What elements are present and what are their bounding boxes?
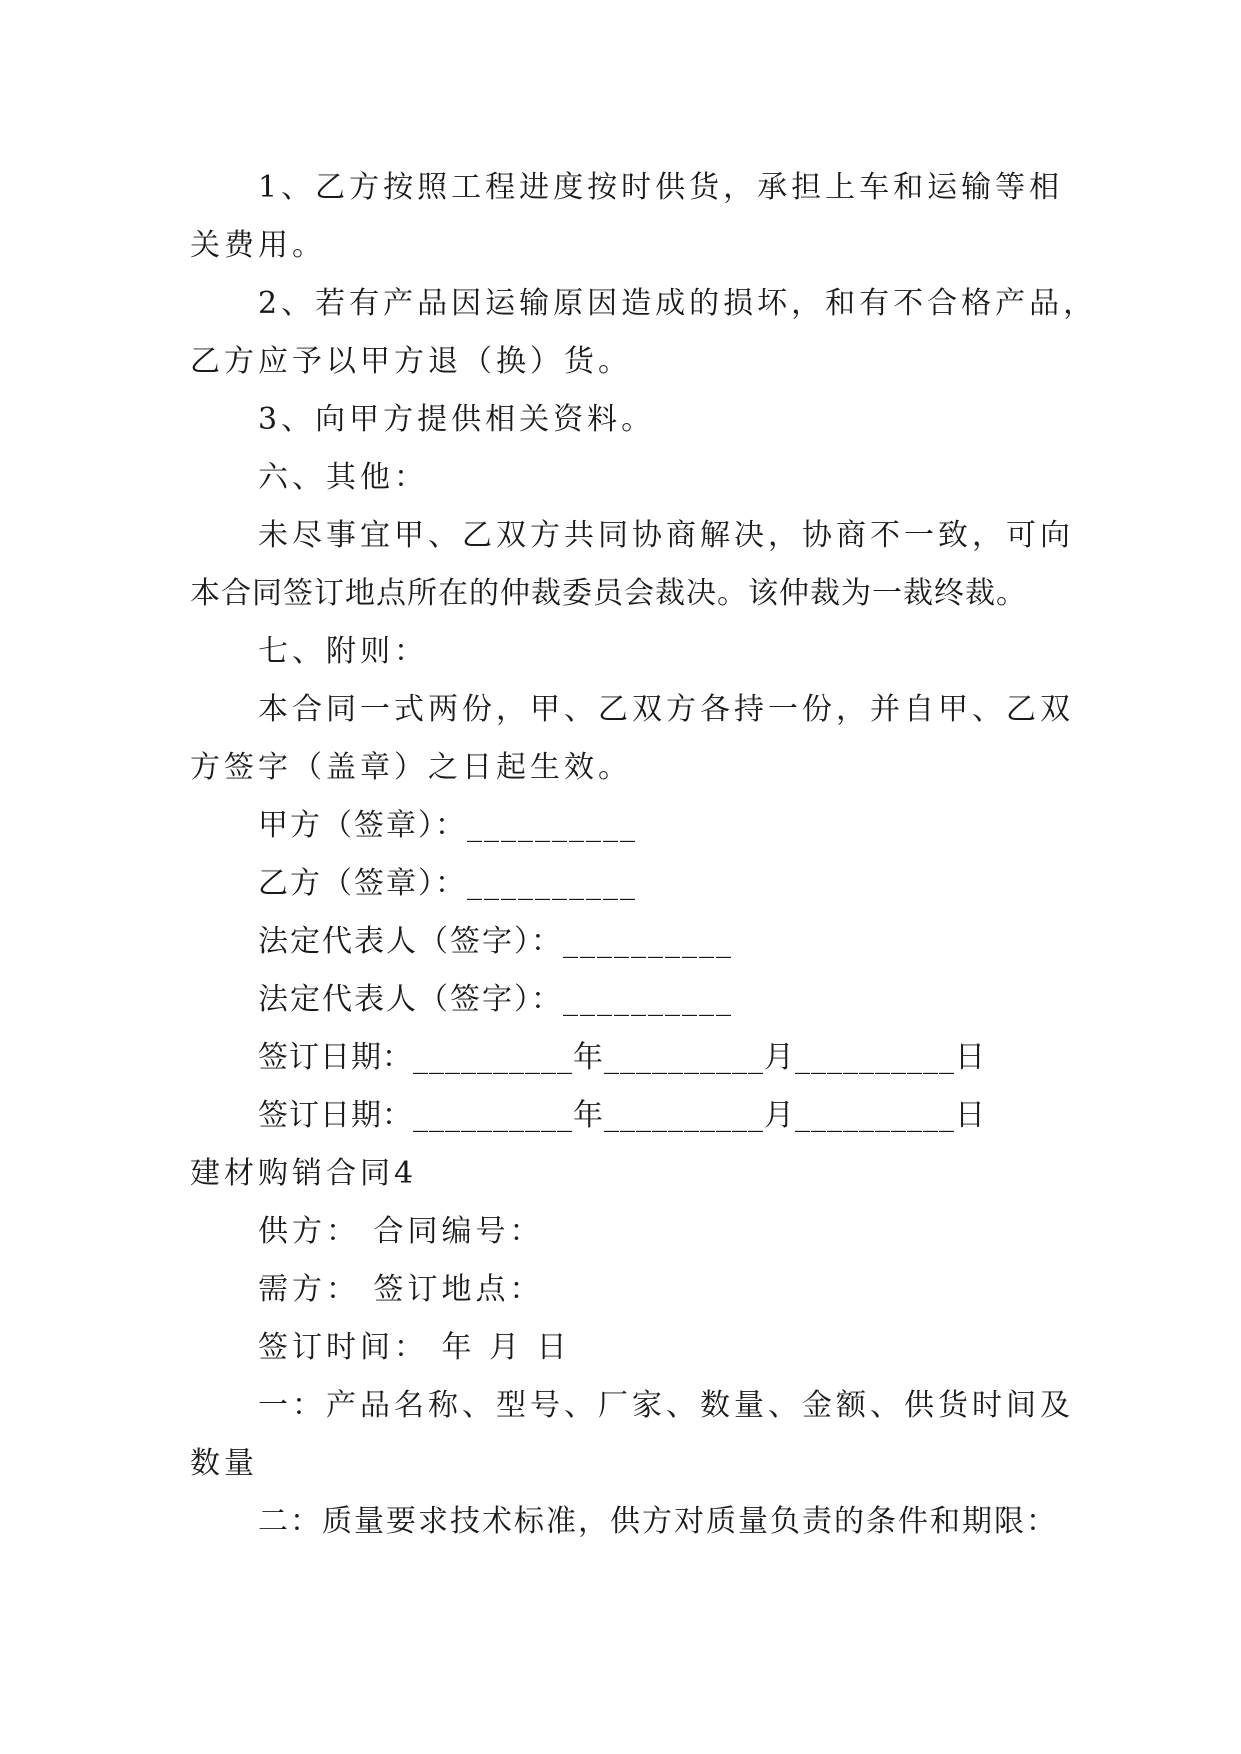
signature-line: 法定代表人（签字）：__________ — [258, 924, 733, 959]
paragraph-line: 本合同签订地点所在的仲裁委员会裁决。该仲裁为一裁终裁。 — [190, 576, 1027, 611]
paragraph-line: 二：质量要求技术标准，供方对质量负责的条件和期限： — [258, 1504, 1058, 1539]
form-line: 签订时间： 年 月 日 — [258, 1330, 571, 1365]
paragraph-line: 3、向甲方提供相关资料。 — [258, 402, 656, 437]
paragraph-line: 2、若有产品因运输原因造成的损坏，和有不合格产品， — [258, 286, 1098, 321]
date-line: 签订日期：__________年__________月__________日 — [258, 1040, 986, 1075]
section-heading: 六、其他： — [258, 460, 428, 495]
paragraph-line: 一：产品名称、型号、厂家、数量、金额、供货时间及 — [258, 1388, 1074, 1423]
date-line: 签订日期：__________年__________月__________日 — [258, 1098, 986, 1133]
paragraph-line: 本合同一式两份，甲、乙双方各持一份，并自甲、乙双 — [258, 692, 1074, 727]
paragraph-line: 1、乙方按照工程进度按时供货，承担上车和运输等相 — [258, 170, 1064, 205]
section-heading: 七、附则： — [258, 634, 428, 669]
paragraph-line: 数量 — [190, 1446, 258, 1481]
form-line: 供方： 合同编号： — [258, 1214, 544, 1249]
paragraph-line: 乙方应予以甲方退（换）货。 — [190, 344, 632, 379]
signature-line: 法定代表人（签字）：__________ — [258, 982, 733, 1017]
form-line: 需方： 签订地点： — [258, 1272, 544, 1307]
document-title: 建材购销合同4 — [190, 1156, 418, 1191]
paragraph-line: 关费用。 — [190, 228, 326, 263]
paragraph-line: 未尽事宜甲、乙双方共同协商解决，协商不一致，可向 — [258, 518, 1074, 553]
paragraph-line: 方签字（盖章）之日起生效。 — [190, 750, 632, 785]
signature-line: 甲方（签章）：__________ — [258, 808, 637, 843]
signature-line: 乙方（签章）：__________ — [258, 866, 637, 901]
